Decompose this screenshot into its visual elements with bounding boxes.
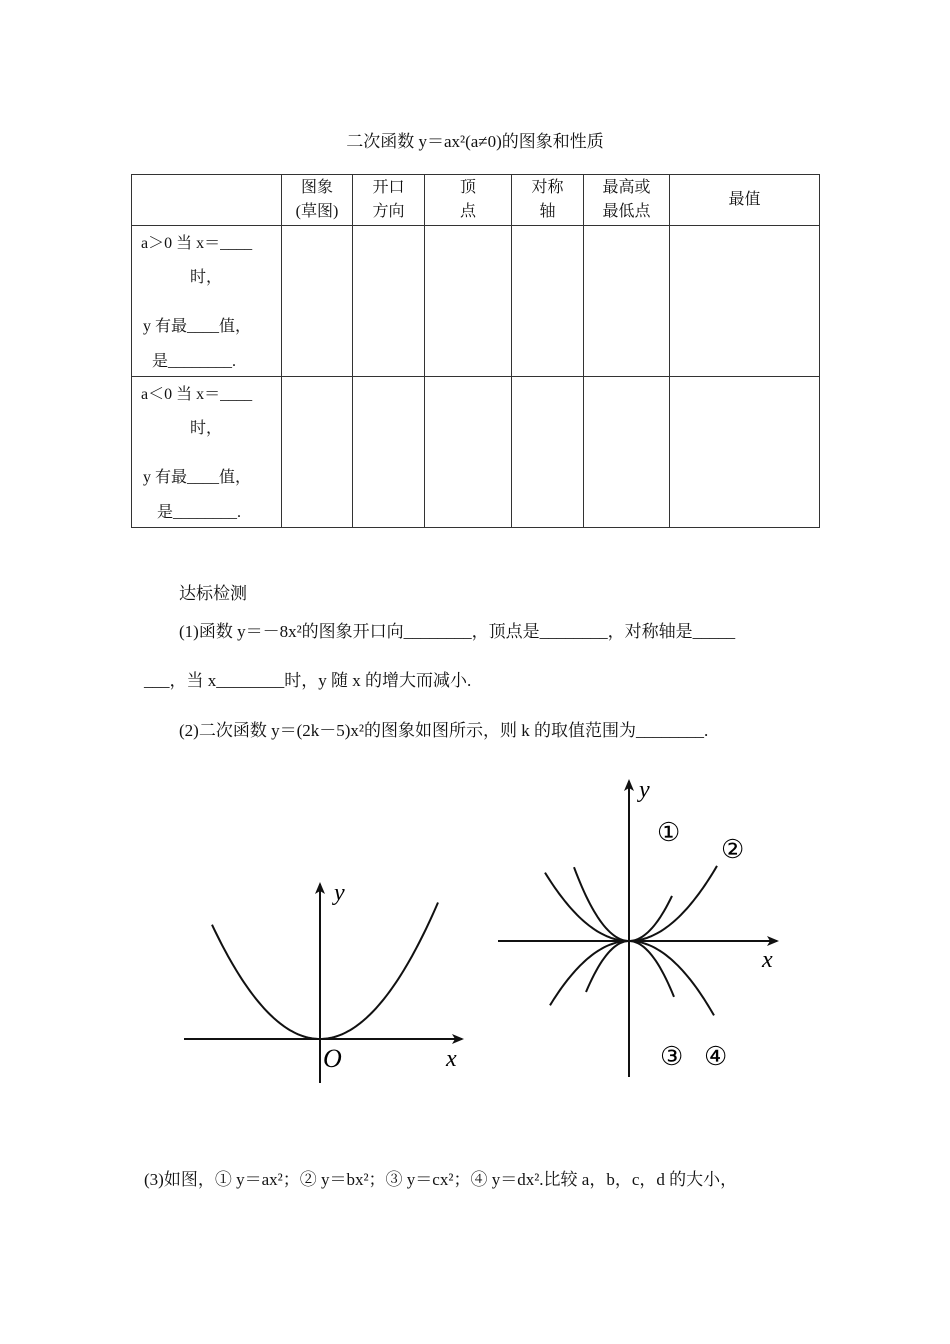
header-cell	[132, 175, 282, 226]
condition-cell: a＜0 当 x＝____ 时， y 有最____值， 是________.	[132, 377, 282, 528]
header-cell: 最高或 最低点	[584, 175, 670, 226]
page-title: 二次函数 y＝ax²(a≠0)的图象和性质	[346, 132, 604, 151]
properties-table	[131, 174, 820, 528]
question-1-line-2: ___，当 x________时，y 随 x 的增大而减小.	[144, 671, 472, 690]
parabola-curve	[212, 903, 438, 1040]
question-2: (2)二次函数 y＝(2k－5)x²的图象如图所示，则 k 的取值范围为________.	[179, 721, 709, 740]
x-axis-label: x	[446, 1046, 457, 1072]
header-cell: 图象 (草图)	[282, 175, 353, 226]
question-1-line-1: (1)函数 y＝－8x²的图象开口向________，顶点是________，对称轴是_____	[179, 622, 736, 641]
condition-cell: a＞0 当 x＝____ 时， y 有最____值， 是________.	[132, 226, 282, 377]
origin-label: O	[323, 1044, 342, 1073]
header-cell: 开口 方向	[353, 175, 425, 226]
y-axis-label: y	[334, 880, 345, 906]
curve-1	[574, 867, 672, 941]
table-row	[132, 226, 820, 377]
curve-2	[545, 866, 717, 941]
curve-label-3: ③	[660, 1042, 684, 1071]
curve-4	[550, 941, 714, 1015]
curve-label-2: ②	[721, 835, 745, 864]
question-3: (3)如图，① y＝ax²；② y＝bx²；③ y＝cx²；④ y＝dx².比较 a，b，c，d 的大小，	[144, 1170, 738, 1189]
y-axis-label: y	[639, 777, 650, 803]
parabola-figure	[170, 870, 480, 1090]
table-row	[132, 377, 820, 528]
table-header-row	[132, 175, 820, 226]
header-cell: 最值	[670, 175, 820, 226]
x-axis-label: x	[762, 947, 773, 973]
header-cell: 顶 点	[425, 175, 512, 226]
header-cell: 对称 轴	[512, 175, 584, 226]
curve-label-4: ④	[704, 1042, 728, 1071]
curve-label-1: ①	[657, 818, 681, 847]
section-title: 达标检测	[179, 584, 247, 603]
four-parabolas-figure	[490, 775, 800, 1085]
